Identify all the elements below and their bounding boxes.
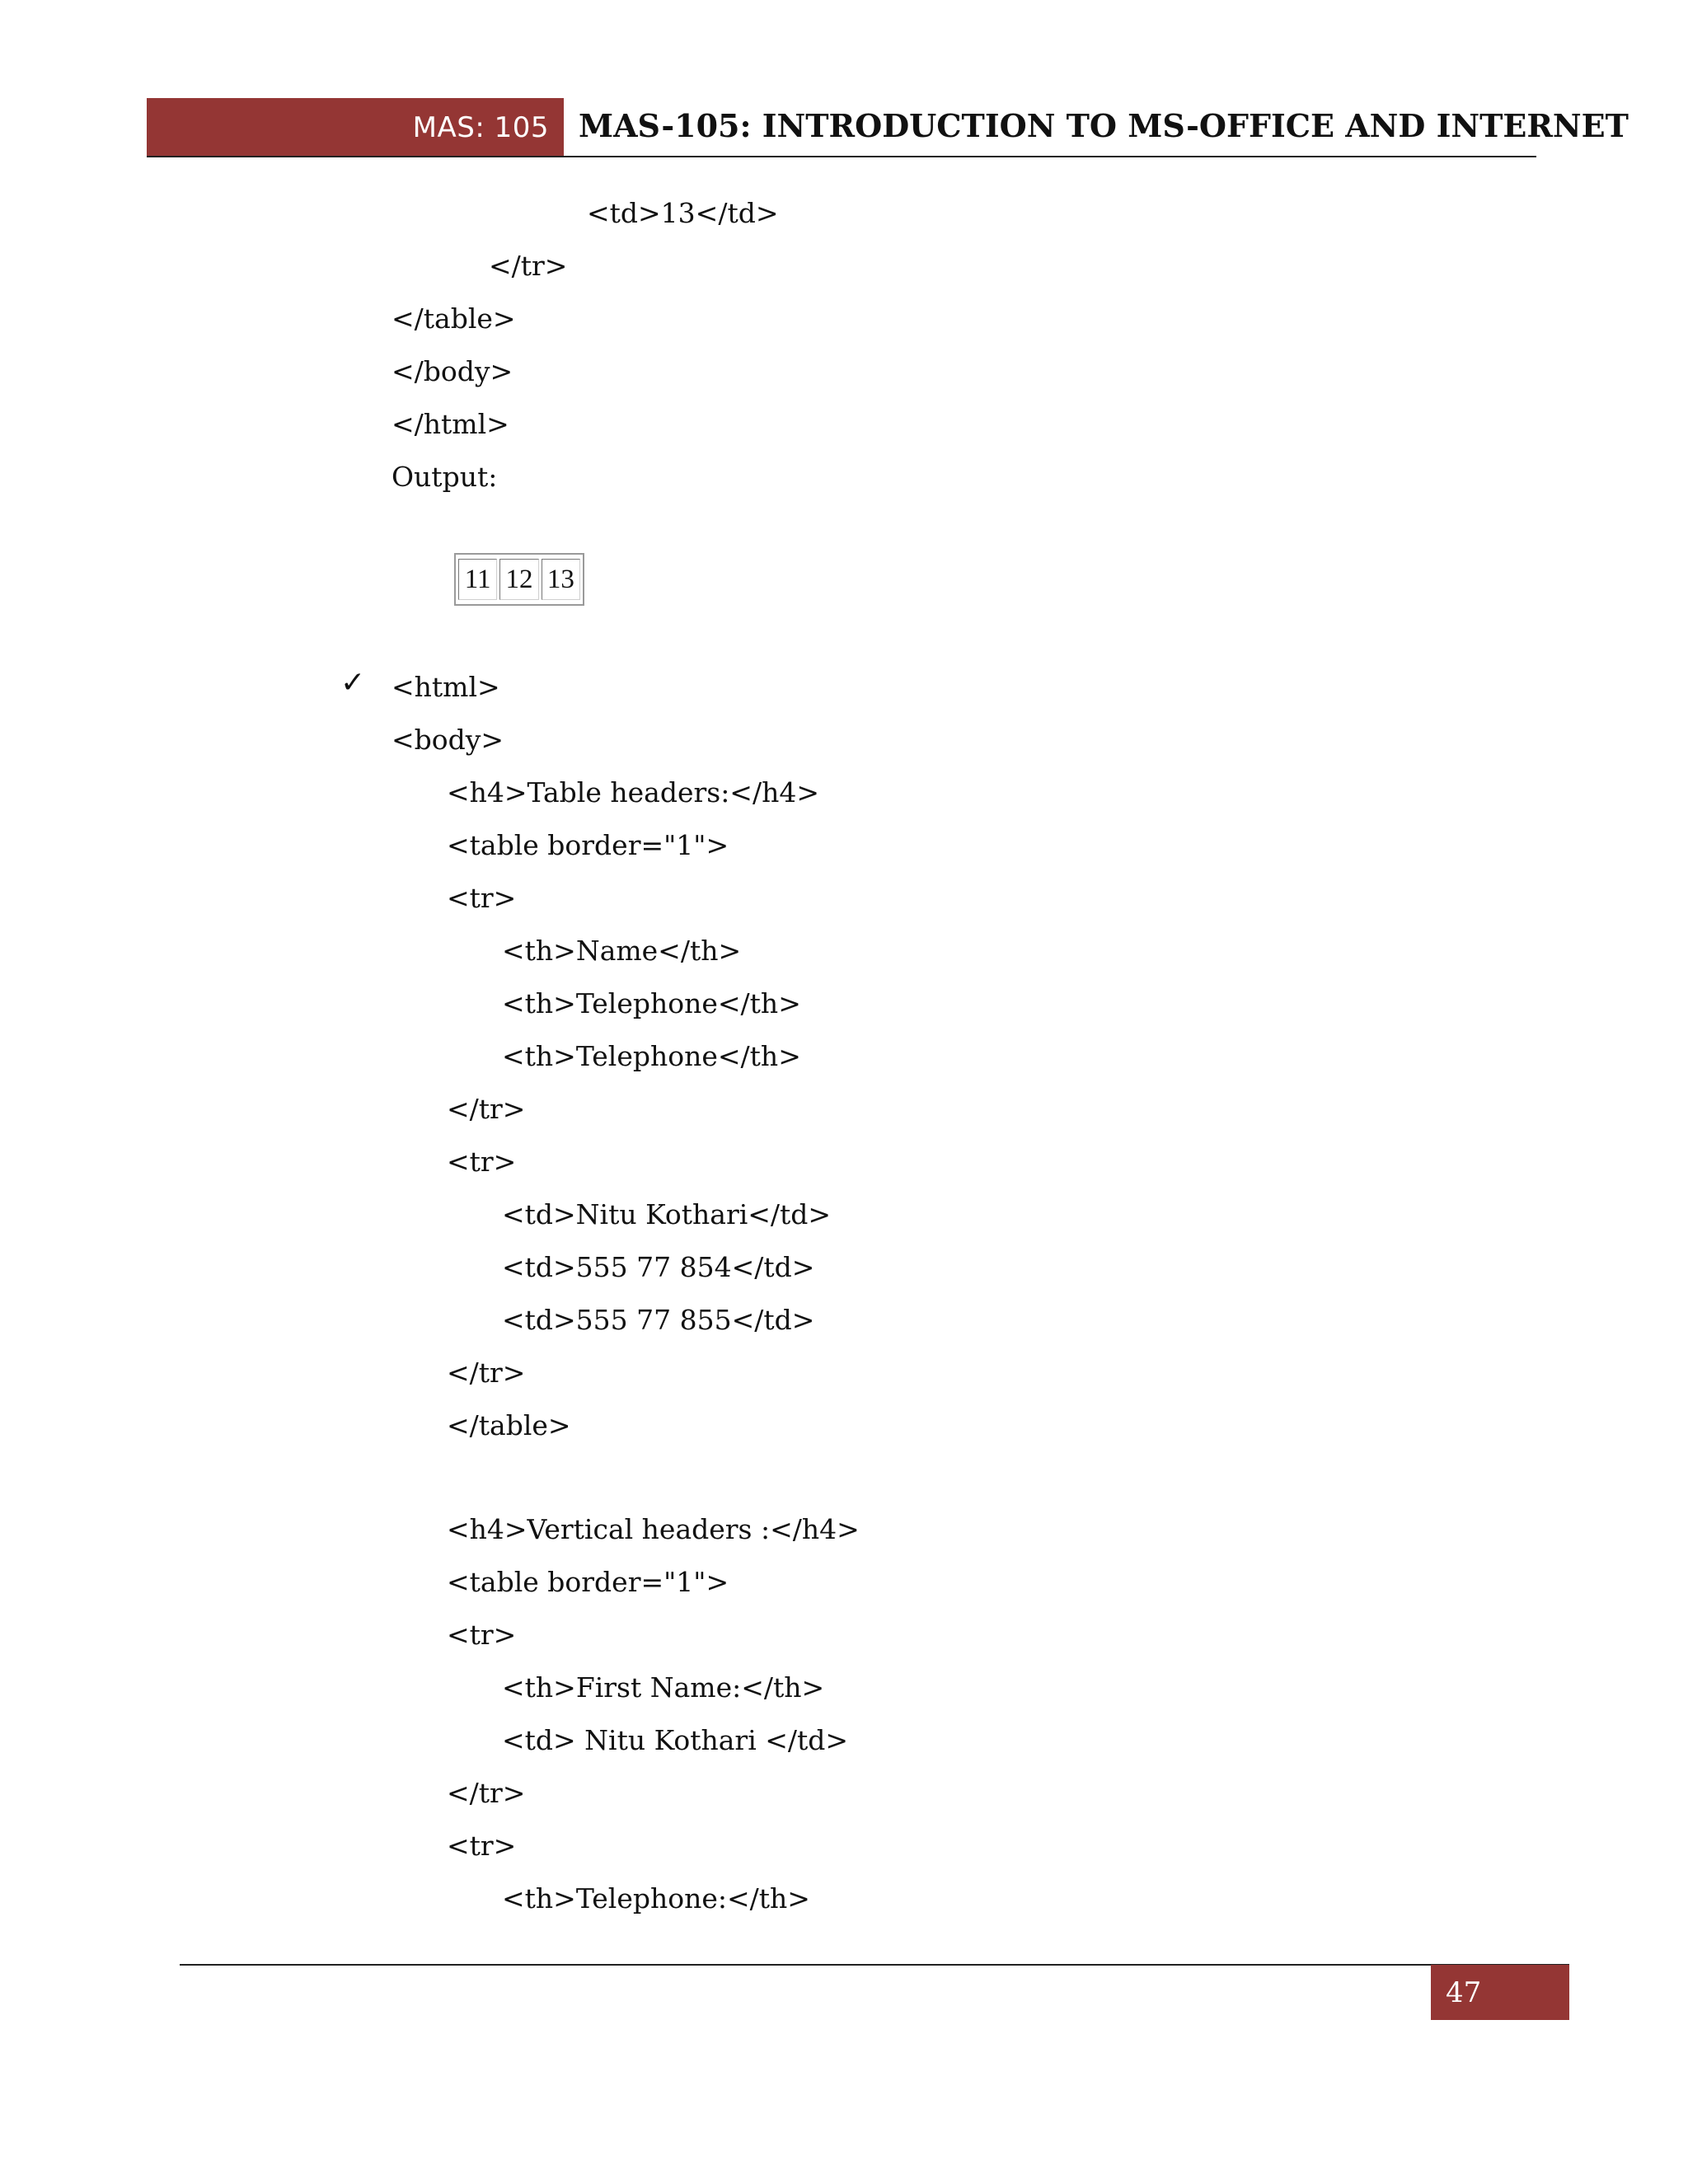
code-line: <h4>Table headers:</h4> xyxy=(447,776,819,808)
code-line: </tr> xyxy=(447,1093,526,1125)
code-line: <body> xyxy=(392,724,504,756)
code-line: <th>Telephone</th> xyxy=(502,987,801,1019)
code-line: <tr> xyxy=(447,882,517,914)
code-line: </body> xyxy=(392,355,513,387)
code-line: <th>Telephone:</th> xyxy=(502,1882,810,1915)
code-line: <html> xyxy=(392,671,500,703)
header-course-badge xyxy=(147,98,564,157)
page-number: 47 xyxy=(1446,1975,1482,2009)
code-line: </tr> xyxy=(447,1357,526,1389)
code-line: </table> xyxy=(392,302,516,335)
code-line: <td>555 77 854</td> xyxy=(502,1251,815,1283)
code-line: </tr> xyxy=(489,250,568,282)
footer-divider xyxy=(180,1964,1569,1966)
output-table-preview xyxy=(454,553,584,606)
code-line: <table border="1"> xyxy=(447,829,729,861)
page-number-badge xyxy=(1431,1965,1569,2020)
code-line: </tr> xyxy=(447,1777,526,1809)
page-title: MAS-105: INTRODUCTION TO MS-OFFICE AND INTERNET xyxy=(579,107,1629,144)
output-cell: 12 xyxy=(499,559,538,600)
checkmark-icon: ✓ xyxy=(340,666,366,700)
code-line: <tr> xyxy=(447,1146,517,1178)
output-cell: 11 xyxy=(458,559,497,600)
code-line: <table border="1"> xyxy=(447,1566,729,1598)
code-line: <tr> xyxy=(447,1830,517,1862)
output-cell: 13 xyxy=(542,559,580,600)
code-line: <th>Telephone</th> xyxy=(502,1040,801,1072)
code-line: </table> xyxy=(447,1409,571,1441)
course-code: MAS: 105 xyxy=(412,111,549,144)
code-line: <td>555 77 855</td> xyxy=(502,1304,815,1336)
header-divider xyxy=(147,156,1536,157)
code-line: <td>13</td> xyxy=(587,197,779,229)
code-line: <th>First Name:</th> xyxy=(502,1671,825,1704)
code-line: <td>Nitu Kothari</td> xyxy=(502,1198,832,1230)
code-line: <tr> xyxy=(447,1619,517,1651)
code-line: <h4>Vertical headers :</h4> xyxy=(447,1513,860,1545)
code-line: <td> Nitu Kothari </td> xyxy=(502,1724,849,1756)
output-label: Output: xyxy=(392,461,498,493)
code-line: <th>Name</th> xyxy=(502,935,742,967)
code-line: </html> xyxy=(392,408,509,440)
